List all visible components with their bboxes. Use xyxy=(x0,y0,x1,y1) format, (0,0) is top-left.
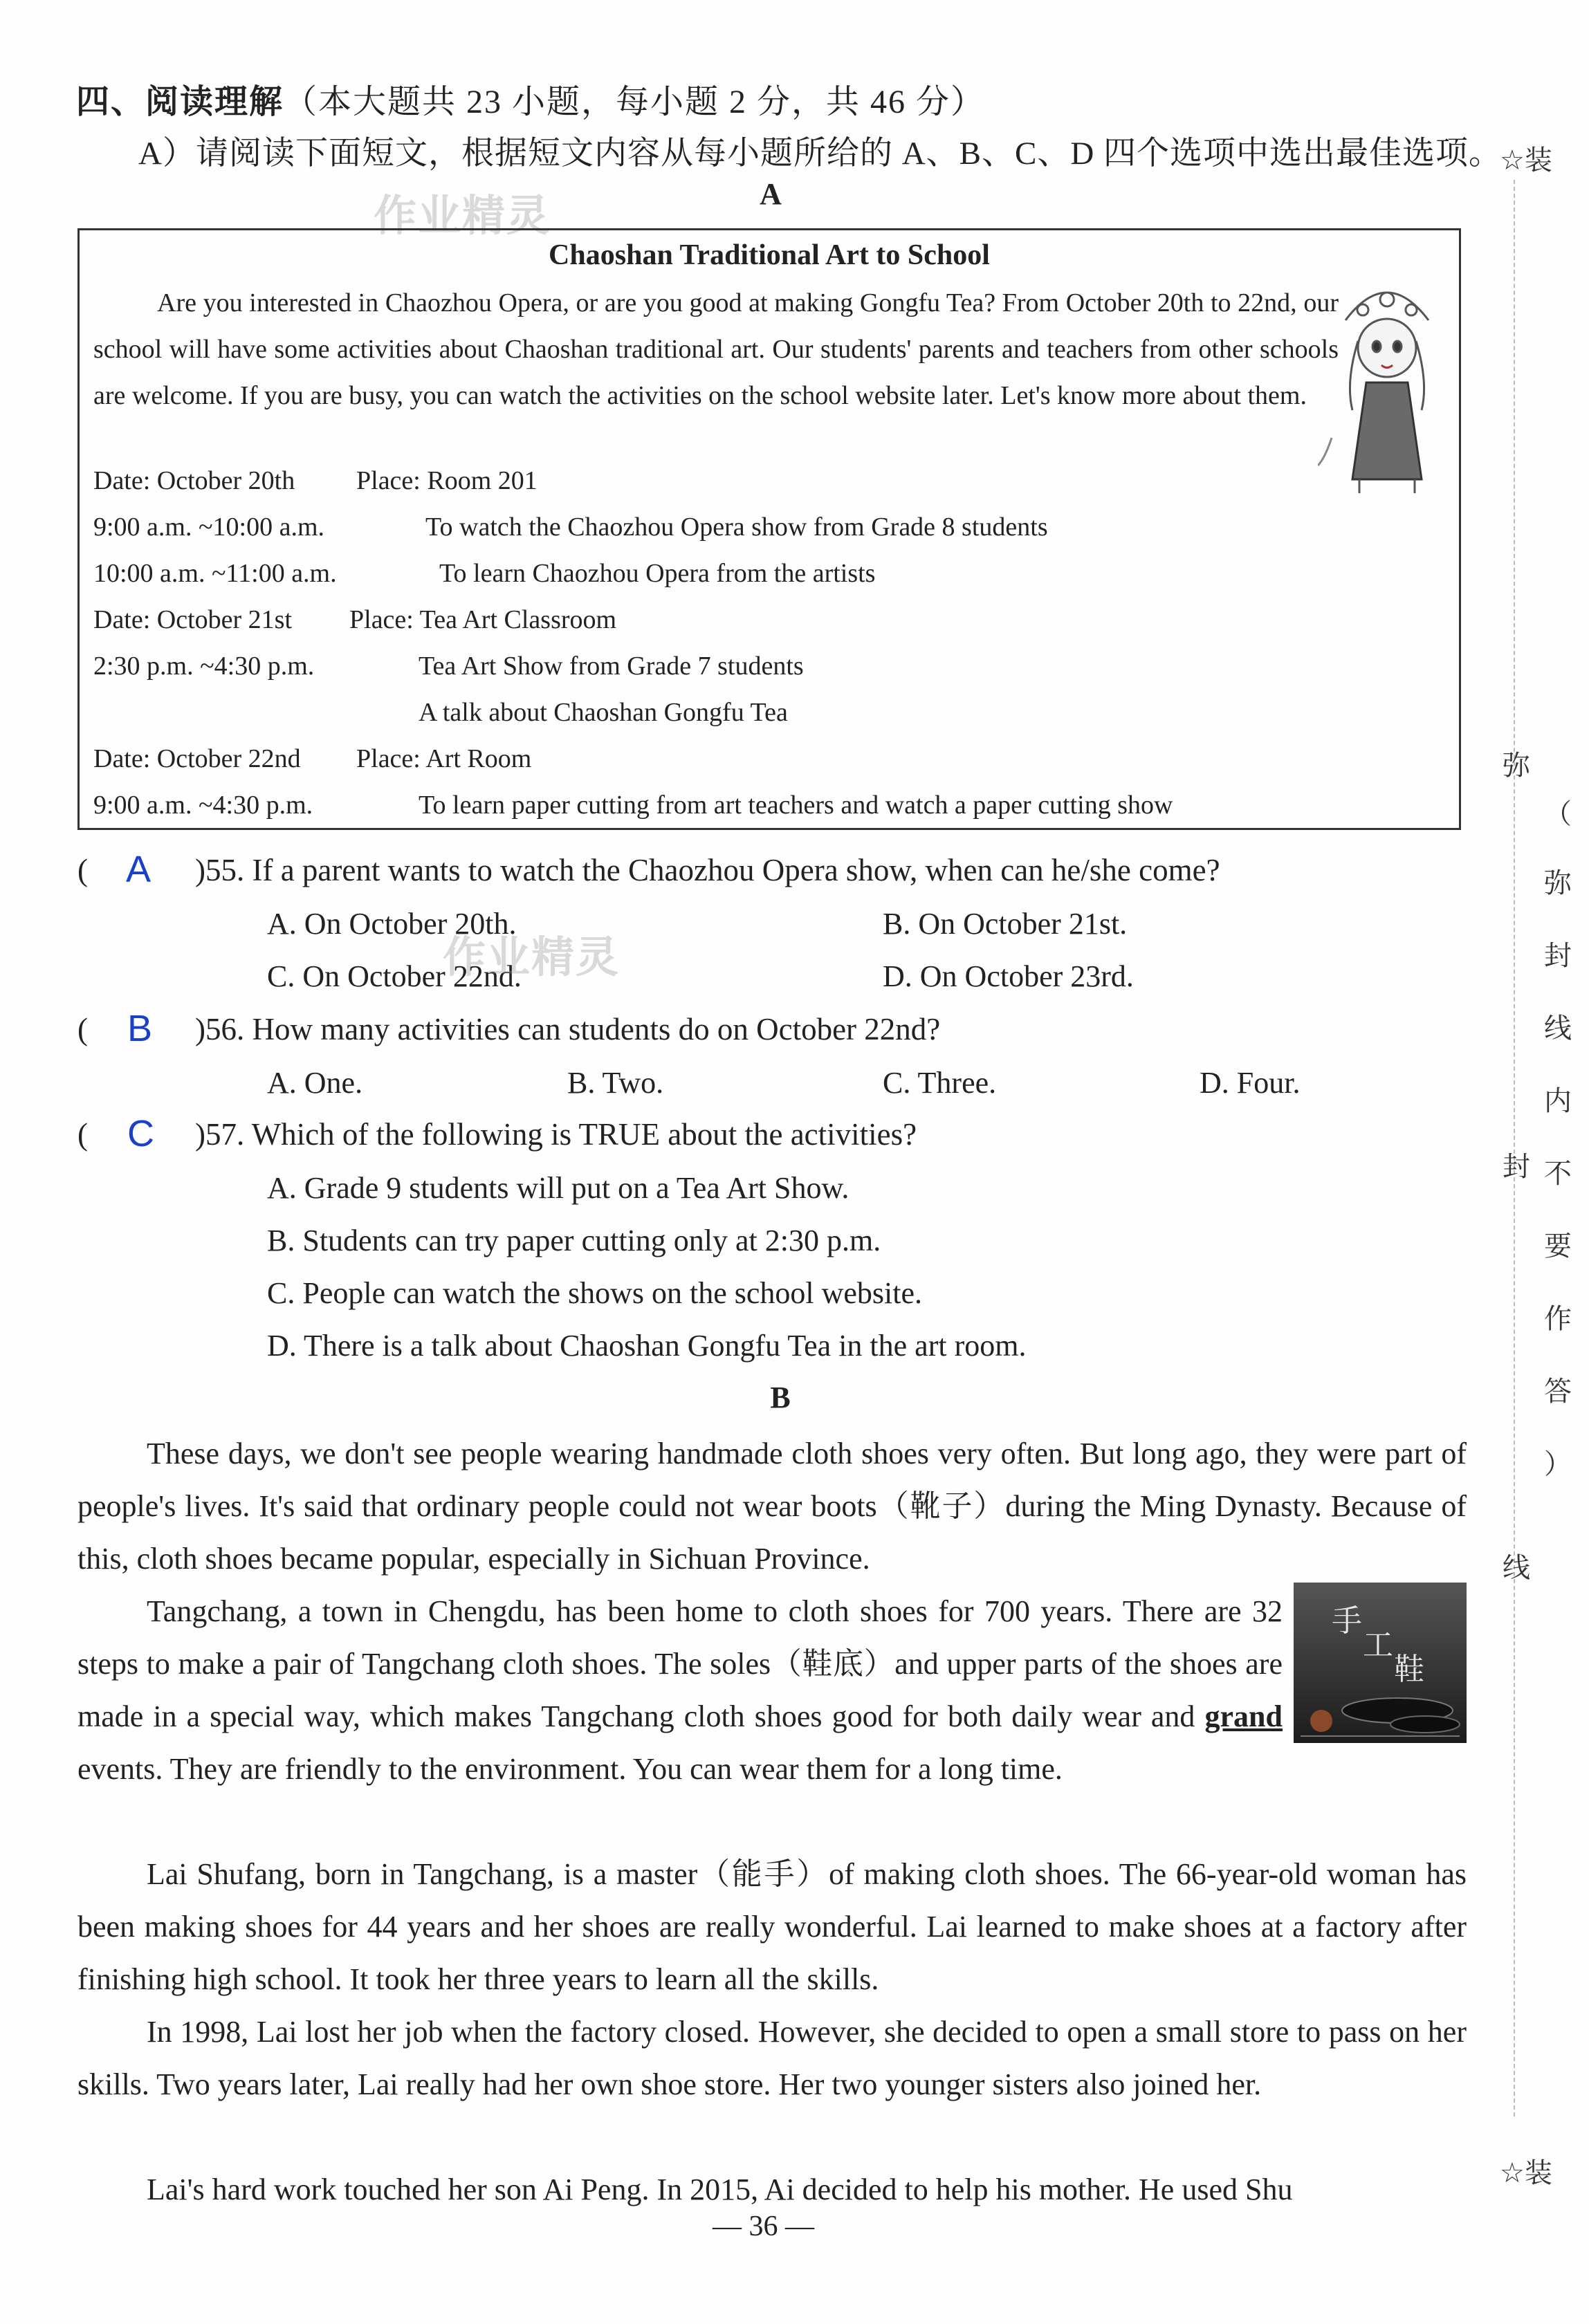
watermark: 作业精灵 xyxy=(374,190,551,241)
margin-fengxian-9: ） xyxy=(1544,1448,1572,1480)
question-56: ( )56. How many activities can students do on October 22nd? xyxy=(77,1012,941,1046)
section-heading: 四、阅读理解（本大题共 23 小题，每小题 2 分，共 46 分） xyxy=(76,84,986,120)
question-55: ( )55. If a parent wants to watch the Chaozhou Opera show, when can he/she come? xyxy=(77,853,1220,887)
opera-figure-illustration xyxy=(1318,272,1456,500)
passage-b-paragraph-2: Tangchang, a town in Chengdu, has been home to cloth shoes for 700 years. There are 32 steps to make a pair of Tangchang cloth shoes. The soles（鞋底）and upper parts of the shoes are made in a special way, which makes Tangchang cloth shoes good for both daily wear and grand events. They are friendly to the environment. You can wear them for a long time. xyxy=(77,1594,1283,1786)
schedule-row: Date: October 22nd Place: Art Room xyxy=(93,744,532,773)
margin-fengxian-1: 弥 xyxy=(1544,867,1572,899)
schedule-row: 10:00 a.m. ~11:00 a.m. To learn Chaozhou Opera from the artists xyxy=(93,559,876,588)
option: A. Grade 9 students will put on a Tea Art Show. xyxy=(267,1171,849,1205)
passage-a-box xyxy=(77,228,1461,830)
passage-b-letter: B xyxy=(770,1381,791,1414)
option: C. On October 22nd. xyxy=(267,959,522,993)
margin-fengxian-3: 线 xyxy=(1544,1013,1572,1044)
schedule-row: 9:00 a.m. ~10:00 a.m. To watch the Chaozhou Opera show from Grade 8 students xyxy=(93,513,1048,542)
margin-mark-top: ☆装 xyxy=(1500,145,1552,176)
option: A. One. xyxy=(267,1066,363,1100)
section-instructions: A）请阅读下面短文，根据短文内容从每小题所给的 A、B、C、D 四个选项中选出最佳选项。 xyxy=(138,136,1503,172)
margin-fengxian-7: 作 xyxy=(1544,1303,1572,1335)
option: C. People can watch the shows on the school website. xyxy=(267,1276,923,1310)
passage-b-paragraph-4: In 1998, Lai lost her job when the factory closed. However, she decided to open a small store to pass on her skills. Two years later, Lai really had her own shoe store. Her two younger sisters also joined her. xyxy=(77,2015,1467,2101)
svg-text:手: 手 xyxy=(1332,1603,1362,1639)
schedule-row: Date: October 21st Place: Tea Art Classroom xyxy=(93,605,617,634)
schedule-row: Date: October 20th Place: Room 201 xyxy=(93,466,538,495)
passage-b-paragraph-5: Lai's hard work touched her son Ai Peng. In 2015, Ai decided to help his mother. He used Shu xyxy=(147,2173,1293,2206)
passage-b-paragraph-1: These days, we don't see people wearing handmade cloth shoes very often. But long ago, they were part of people's lives. It's said that ordinary people could not wear boots（靴子）during the Ming Dynasty. Because of this, cloth shoes became popular, especially in Sichuan Province. xyxy=(77,1437,1467,1576)
underlined-word: grand xyxy=(1204,1699,1283,1733)
schedule-row: A talk about Chaoshan Gongfu Tea xyxy=(419,698,788,727)
schedule-row: 9:00 a.m. ~4:30 p.m. To learn paper cutting from art teachers and watch a paper cutting show xyxy=(93,791,1173,820)
answer-56: B xyxy=(127,1008,153,1049)
schedule-row: 2:30 p.m. ~4:30 p.m. Tea Art Show from Grade 7 students xyxy=(93,652,804,681)
margin-fengxian-8: 答 xyxy=(1544,1376,1572,1408)
passage-a-title: Chaoshan Traditional Art to School xyxy=(549,239,990,271)
answer-55: A xyxy=(126,849,151,890)
option: A. On October 20th. xyxy=(267,907,517,941)
answer-57: C xyxy=(127,1113,154,1154)
margin-fengxian-2: 封 xyxy=(1544,940,1572,972)
passage-a-letter: A xyxy=(760,177,782,211)
margin-mark-bottom: ☆装 xyxy=(1500,2157,1552,2189)
svg-text:鞋: 鞋 xyxy=(1394,1652,1424,1687)
option: D. Four. xyxy=(1200,1066,1301,1100)
margin-fengxian-4: 内 xyxy=(1544,1085,1572,1117)
margin-fengxian-5: 不 xyxy=(1544,1158,1572,1190)
option: D. On October 23rd. xyxy=(883,959,1134,993)
option: B. On October 21st. xyxy=(883,907,1128,941)
question-57: ( )57. Which of the following is TRUE about the activities? xyxy=(77,1117,917,1152)
margin-mark-mi: 弥 xyxy=(1503,750,1530,782)
margin-mark-feng: 封 xyxy=(1503,1151,1530,1183)
passage-b-paragraph-3: Lai Shufang, born in Tangchang, is a master（能手）of making cloth shoes. The 66-year-old woman has been making shoes for 44 years and her shoes are really wonderful. Lai learned to make shoes at a factory after finishing high school. It took her three years to learn all the skills. xyxy=(77,1857,1467,1996)
margin-mark-xian: 线 xyxy=(1503,1552,1530,1584)
option: D. There is a talk about Chaoshan Gongfu Tea in the art room. xyxy=(267,1329,1027,1363)
option: B. Students can try paper cutting only at 2:30 p.m. xyxy=(267,1224,881,1257)
page-number: — 36 — xyxy=(713,2211,814,2242)
margin-fengxian-6: 要 xyxy=(1544,1230,1572,1262)
watermark: 作业精灵 xyxy=(443,932,621,982)
margin-fengxian-0: （ xyxy=(1544,798,1572,830)
svg-text:工: 工 xyxy=(1363,1627,1393,1663)
cloth-shoes-photo xyxy=(1294,1583,1467,1743)
option: B. Two. xyxy=(567,1066,664,1100)
passage-a-intro: Are you interested in Chaozhou Opera, or are you good at making Gongfu Tea? From October 20th to 22nd, our school will have some activities about Chaoshan traditional art. Our students' parents and teachers from other schools are welcome. If you are busy, you can watch the activities on the school website later. Let's know more about them. xyxy=(93,288,1339,410)
option: C. Three. xyxy=(883,1066,997,1100)
